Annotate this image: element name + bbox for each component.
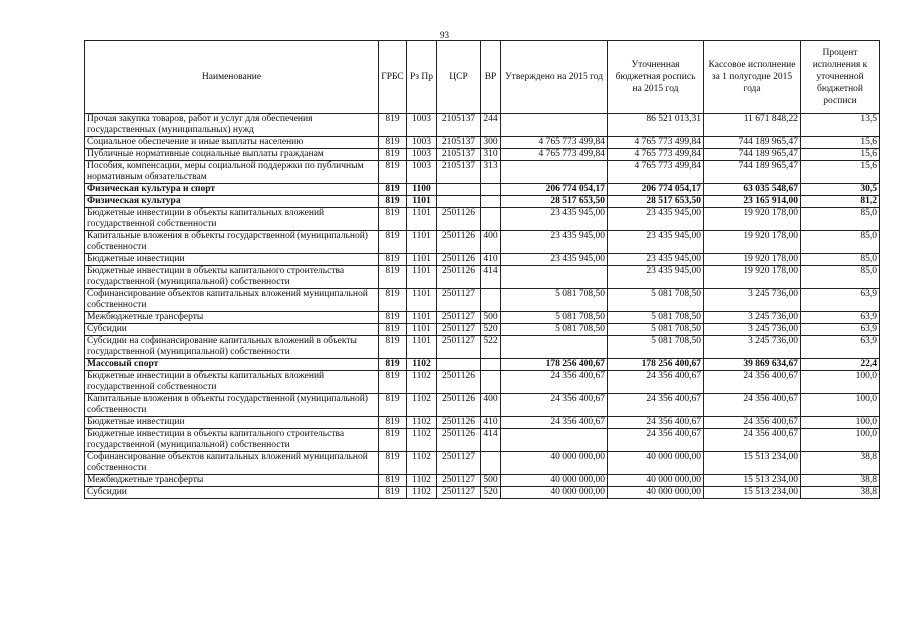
cell-cash: 15 513 234,00 [704, 487, 801, 499]
table-body [85, 114, 880, 499]
cell-approved: 23 435 945,00 [501, 254, 608, 266]
cell-grbs: 819 [379, 137, 407, 149]
cell-approved: 23 435 945,00 [501, 231, 608, 254]
cell-refined: 4 765 773 499,84 [608, 161, 704, 184]
cell-cash: 744 189 965,47 [704, 137, 801, 149]
cell-grbs: 819 [379, 475, 407, 487]
cell-csr: 2501126 [437, 417, 481, 429]
cell-refined: 24 356 400,67 [608, 371, 704, 394]
table-row [85, 231, 880, 254]
cell-csr [437, 359, 481, 371]
cell-approved: 40 000 000,00 [501, 475, 608, 487]
cell-percent: 100,0 [801, 429, 880, 452]
cell-refined: 23 435 945,00 [608, 231, 704, 254]
cell-name: Межбюджетные трансферты [85, 312, 379, 324]
cell-rz-pr: 1003 [407, 137, 437, 149]
cell-csr: 2105137 [437, 114, 481, 137]
cell-percent: 85,0 [801, 208, 880, 231]
table-row [85, 312, 880, 324]
cell-approved [501, 161, 608, 184]
cell-rz-pr: 1101 [407, 231, 437, 254]
cell-rz-pr: 1102 [407, 475, 437, 487]
table-row [85, 196, 880, 208]
cell-percent: 13,5 [801, 114, 880, 137]
cell-vr: 300 [481, 137, 501, 149]
cell-percent: 30,5 [801, 184, 880, 196]
cell-cash: 11 671 848,22 [704, 114, 801, 137]
cell-cash: 3 245 736,00 [704, 336, 801, 359]
cell-cash: 24 356 400,67 [704, 417, 801, 429]
cell-percent: 81,2 [801, 196, 880, 208]
cell-name: Публичные нормативные социальные выплаты гражданам [85, 149, 379, 161]
cell-cash: 63 035 548,67 [704, 184, 801, 196]
cell-csr: 2501126 [437, 208, 481, 231]
cell-approved: 24 356 400,67 [501, 371, 608, 394]
header-percent: Процент исполнения к уточненной бюджетной росписи [801, 41, 880, 114]
cell-percent: 85,0 [801, 231, 880, 254]
table-row [85, 487, 880, 499]
cell-name: Бюджетные инвестиции в объекты капитального строительства государственной (муниципальной) собственности [85, 266, 379, 289]
cell-vr [481, 371, 501, 394]
cell-name: Бюджетные инвестиции в объекты капитального строительства государственной (муниципальной) собственности [85, 429, 379, 452]
cell-rz-pr: 1101 [407, 266, 437, 289]
cell-grbs: 819 [379, 231, 407, 254]
cell-vr: 500 [481, 475, 501, 487]
cell-cash: 15 513 234,00 [704, 452, 801, 475]
table-row [85, 114, 880, 137]
cell-grbs: 819 [379, 149, 407, 161]
cell-cash: 19 920 178,00 [704, 254, 801, 266]
table-header-row [85, 41, 880, 114]
cell-rz-pr: 1101 [407, 254, 437, 266]
cell-approved: 40 000 000,00 [501, 487, 608, 499]
cell-csr: 2501126 [437, 231, 481, 254]
cell-cash: 24 356 400,67 [704, 429, 801, 452]
cell-csr: 2105137 [437, 137, 481, 149]
cell-name: Прочая закупка товаров, работ и услуг для обеспечения государственных (муниципальных) нужд [85, 114, 379, 137]
header-csr: ЦСР [437, 41, 481, 114]
cell-vr: 410 [481, 417, 501, 429]
cell-cash: 19 920 178,00 [704, 266, 801, 289]
cell-rz-pr: 1003 [407, 149, 437, 161]
cell-cash: 744 189 965,47 [704, 149, 801, 161]
cell-grbs: 819 [379, 359, 407, 371]
cell-rz-pr: 1100 [407, 184, 437, 196]
cell-rz-pr: 1101 [407, 324, 437, 336]
cell-grbs: 819 [379, 487, 407, 499]
header-grbs: ГРБС [379, 41, 407, 114]
cell-percent: 100,0 [801, 371, 880, 394]
table-row [85, 336, 880, 359]
cell-percent: 63,9 [801, 289, 880, 312]
cell-cash: 744 189 965,47 [704, 161, 801, 184]
cell-approved [501, 336, 608, 359]
table-row [85, 161, 880, 184]
cell-refined: 40 000 000,00 [608, 452, 704, 475]
cell-refined: 23 435 945,00 [608, 254, 704, 266]
cell-csr: 2501126 [437, 394, 481, 417]
cell-vr [481, 208, 501, 231]
cell-percent: 100,0 [801, 417, 880, 429]
cell-csr: 2501126 [437, 429, 481, 452]
table-row [85, 208, 880, 231]
cell-rz-pr: 1102 [407, 487, 437, 499]
cell-grbs: 819 [379, 452, 407, 475]
table-row [85, 429, 880, 452]
cell-vr: 410 [481, 254, 501, 266]
cell-percent: 38,8 [801, 487, 880, 499]
cell-vr [481, 452, 501, 475]
table-row [85, 452, 880, 475]
cell-rz-pr: 1102 [407, 359, 437, 371]
cell-approved: 24 356 400,67 [501, 417, 608, 429]
header-rz-pr: Рз Пр [407, 41, 437, 114]
cell-name: Пособия, компенсации, меры социальной поддержки по публичным нормативным обязательствам [85, 161, 379, 184]
cell-name: Субсидии на софинансирование капитальных вложений в объекты государственной (муниципальной) собственности [85, 336, 379, 359]
cell-refined: 4 765 773 499,84 [608, 149, 704, 161]
cell-csr: 2501126 [437, 371, 481, 394]
cell-approved: 206 774 054,17 [501, 184, 608, 196]
table-row [85, 359, 880, 371]
cell-vr: 414 [481, 266, 501, 289]
cell-refined: 4 765 773 499,84 [608, 137, 704, 149]
header-vr: ВР [481, 41, 501, 114]
cell-approved: 24 356 400,67 [501, 394, 608, 417]
cell-approved: 5 081 708,50 [501, 324, 608, 336]
cell-name: Физическая культура [85, 196, 379, 208]
cell-vr: 522 [481, 336, 501, 359]
header-name: Наименование [85, 41, 379, 114]
cell-rz-pr: 1101 [407, 208, 437, 231]
table-row [85, 475, 880, 487]
cell-rz-pr: 1003 [407, 114, 437, 137]
cell-cash: 39 869 634,67 [704, 359, 801, 371]
cell-grbs: 819 [379, 196, 407, 208]
cell-percent: 85,0 [801, 254, 880, 266]
cell-csr: 2501127 [437, 312, 481, 324]
cell-grbs: 819 [379, 429, 407, 452]
cell-approved [501, 429, 608, 452]
cell-approved: 4 765 773 499,84 [501, 137, 608, 149]
cell-cash: 24 356 400,67 [704, 371, 801, 394]
cell-cash: 3 245 736,00 [704, 312, 801, 324]
cell-rz-pr: 1102 [407, 394, 437, 417]
cell-rz-pr: 1102 [407, 429, 437, 452]
cell-name: Социальное обеспечение и иные выплаты населению [85, 137, 379, 149]
table-row [85, 394, 880, 417]
cell-vr: 400 [481, 231, 501, 254]
cell-approved: 40 000 000,00 [501, 452, 608, 475]
cell-approved: 23 435 945,00 [501, 208, 608, 231]
cell-csr: 2105137 [437, 161, 481, 184]
cell-percent: 63,9 [801, 312, 880, 324]
cell-vr: 244 [481, 114, 501, 137]
table-row [85, 149, 880, 161]
cell-refined: 5 081 708,50 [608, 336, 704, 359]
cell-grbs: 819 [379, 371, 407, 394]
page-number: 93 [440, 30, 449, 40]
cell-vr: 520 [481, 324, 501, 336]
cell-refined: 28 517 653,50 [608, 196, 704, 208]
cell-approved: 4 765 773 499,84 [501, 149, 608, 161]
cell-refined: 178 256 400,67 [608, 359, 704, 371]
cell-name: Бюджетные инвестиции [85, 417, 379, 429]
table-row [85, 137, 880, 149]
cell-csr [437, 184, 481, 196]
cell-vr: 520 [481, 487, 501, 499]
cell-percent: 63,9 [801, 336, 880, 359]
cell-grbs: 819 [379, 161, 407, 184]
cell-grbs: 819 [379, 324, 407, 336]
cell-cash: 3 245 736,00 [704, 289, 801, 312]
cell-name: Бюджетные инвестиции в объекты капитальных вложений государственной собственности [85, 208, 379, 231]
cell-vr: 310 [481, 149, 501, 161]
cell-percent: 85,0 [801, 266, 880, 289]
table-row [85, 324, 880, 336]
cell-approved [501, 266, 608, 289]
cell-grbs: 819 [379, 289, 407, 312]
cell-name: Капитальные вложения в объекты государственной (муниципальной) собственности [85, 394, 379, 417]
cell-grbs: 819 [379, 184, 407, 196]
cell-percent: 63,9 [801, 324, 880, 336]
cell-percent: 38,8 [801, 452, 880, 475]
cell-grbs: 819 [379, 254, 407, 266]
cell-rz-pr: 1101 [407, 336, 437, 359]
table-row [85, 266, 880, 289]
cell-csr: 2501127 [437, 452, 481, 475]
cell-refined: 40 000 000,00 [608, 487, 704, 499]
table-row [85, 371, 880, 394]
cell-csr: 2501127 [437, 324, 481, 336]
cell-cash: 23 165 914,00 [704, 196, 801, 208]
cell-name: Софинансирование объектов капитальных вложений муниципальной собственности [85, 452, 379, 475]
cell-csr: 2501126 [437, 254, 481, 266]
cell-refined: 24 356 400,67 [608, 417, 704, 429]
cell-approved: 178 256 400,67 [501, 359, 608, 371]
cell-name: Бюджетные инвестиции [85, 254, 379, 266]
cell-refined: 86 521 013,31 [608, 114, 704, 137]
cell-grbs: 819 [379, 312, 407, 324]
cell-refined: 206 774 054,17 [608, 184, 704, 196]
cell-rz-pr: 1101 [407, 289, 437, 312]
cell-rz-pr: 1102 [407, 371, 437, 394]
cell-grbs: 819 [379, 336, 407, 359]
cell-csr: 2105137 [437, 149, 481, 161]
cell-vr [481, 289, 501, 312]
cell-cash: 15 513 234,00 [704, 475, 801, 487]
cell-rz-pr: 1003 [407, 161, 437, 184]
cell-percent: 22,4 [801, 359, 880, 371]
cell-vr: 313 [481, 161, 501, 184]
cell-percent: 100,0 [801, 394, 880, 417]
cell-rz-pr: 1101 [407, 196, 437, 208]
cell-refined: 23 435 945,00 [608, 208, 704, 231]
cell-name: Субсидии [85, 324, 379, 336]
cell-grbs: 819 [379, 114, 407, 137]
cell-refined: 24 356 400,67 [608, 394, 704, 417]
cell-vr [481, 359, 501, 371]
table-row [85, 184, 880, 196]
cell-cash: 19 920 178,00 [704, 208, 801, 231]
cell-name: Капитальные вложения в объекты государственной (муниципальной) собственности [85, 231, 379, 254]
cell-refined: 24 356 400,67 [608, 429, 704, 452]
cell-approved: 5 081 708,50 [501, 312, 608, 324]
cell-grbs: 819 [379, 394, 407, 417]
cell-cash: 19 920 178,00 [704, 231, 801, 254]
cell-grbs: 819 [379, 417, 407, 429]
cell-cash: 3 245 736,00 [704, 324, 801, 336]
table-row [85, 417, 880, 429]
cell-csr: 2501127 [437, 475, 481, 487]
cell-approved [501, 114, 608, 137]
cell-csr: 2501126 [437, 266, 481, 289]
cell-name: Софинансирование объектов капитальных вложений муниципальной собственности [85, 289, 379, 312]
cell-refined: 23 435 945,00 [608, 266, 704, 289]
cell-name: Субсидии [85, 487, 379, 499]
header-refined: Уточненная бюджетная роспись на 2015 год [608, 41, 704, 114]
budget-table [84, 40, 880, 499]
cell-vr: 500 [481, 312, 501, 324]
cell-rz-pr: 1102 [407, 417, 437, 429]
cell-rz-pr: 1102 [407, 452, 437, 475]
cell-vr: 400 [481, 394, 501, 417]
cell-vr [481, 196, 501, 208]
cell-percent: 15,6 [801, 149, 880, 161]
cell-percent: 15,6 [801, 161, 880, 184]
cell-name: Массовый спорт [85, 359, 379, 371]
cell-name: Физическая культура и спорт [85, 184, 379, 196]
table-row [85, 289, 880, 312]
cell-cash: 24 356 400,67 [704, 394, 801, 417]
cell-csr: 2501127 [437, 289, 481, 312]
cell-refined: 40 000 000,00 [608, 475, 704, 487]
cell-approved: 28 517 653,50 [501, 196, 608, 208]
cell-csr: 2501127 [437, 336, 481, 359]
cell-grbs: 819 [379, 208, 407, 231]
cell-name: Межбюджетные трансферты [85, 475, 379, 487]
header-approved: Утверждено на 2015 год [501, 41, 608, 114]
cell-refined: 5 081 708,50 [608, 289, 704, 312]
cell-grbs: 819 [379, 266, 407, 289]
cell-csr [437, 196, 481, 208]
cell-vr [481, 184, 501, 196]
cell-refined: 5 081 708,50 [608, 312, 704, 324]
cell-csr: 2501127 [437, 487, 481, 499]
cell-name: Бюджетные инвестиции в объекты капитальных вложений государственной собственности [85, 371, 379, 394]
cell-percent: 38,8 [801, 475, 880, 487]
table-row [85, 254, 880, 266]
cell-percent: 15,6 [801, 137, 880, 149]
cell-rz-pr: 1101 [407, 312, 437, 324]
header-cash: Кассовое исполнение за 1 полугодие 2015 года [704, 41, 801, 114]
cell-approved: 5 081 708,50 [501, 289, 608, 312]
cell-refined: 5 081 708,50 [608, 324, 704, 336]
cell-vr: 414 [481, 429, 501, 452]
